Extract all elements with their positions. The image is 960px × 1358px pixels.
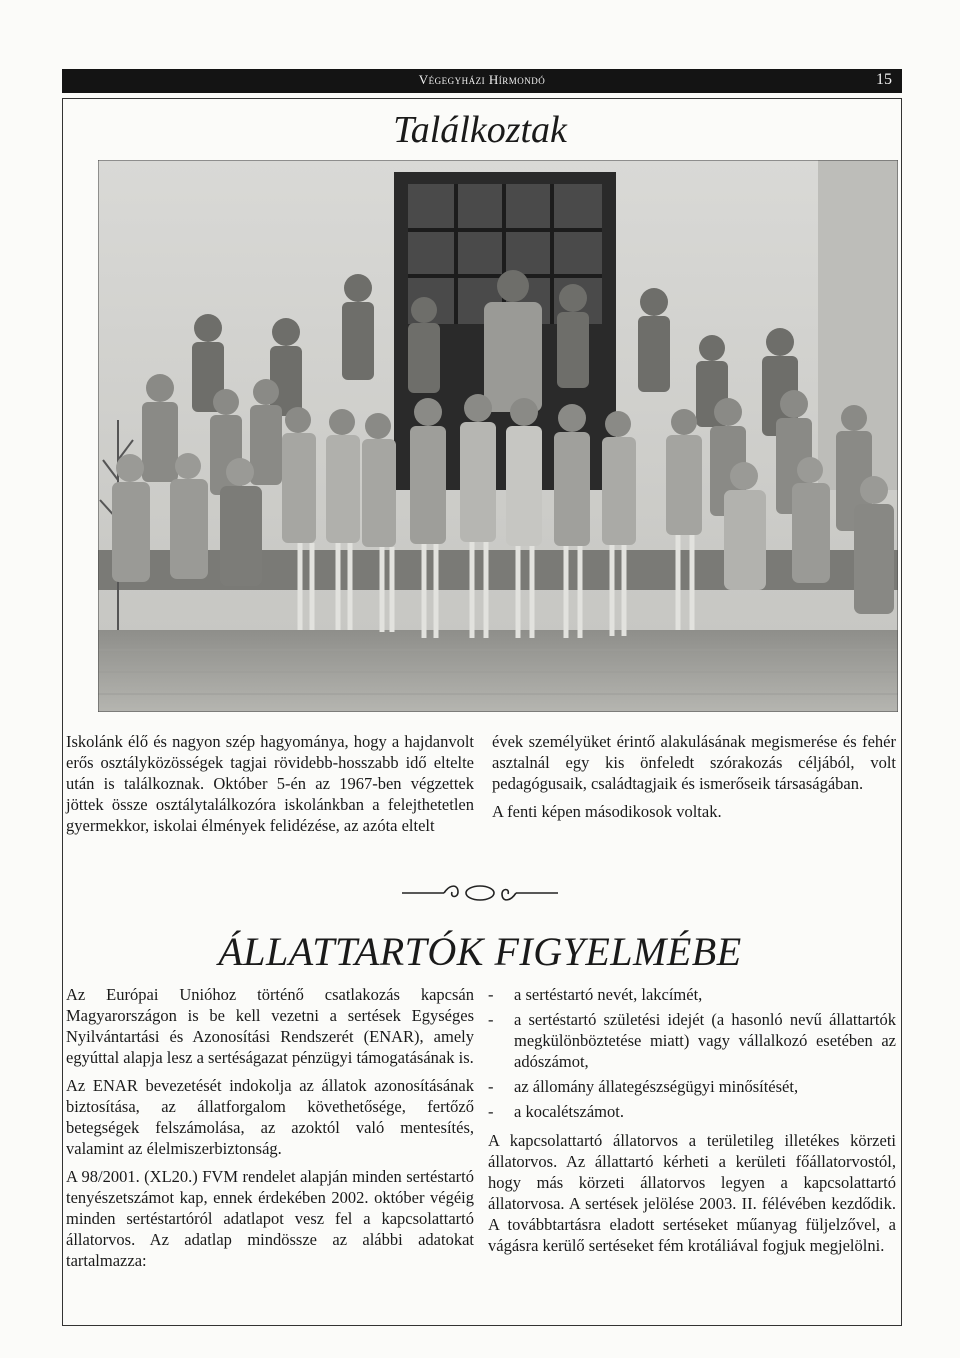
page-number: 15 [876, 71, 892, 88]
article1-paragraph-right: évek személyüket érintő alakulásának megismerése és fehér asztalnál egy kis önfeledt szórakozás céljából, volt pedagógusaik, családtagjaik és ismerőseik társaságában. [492, 732, 896, 793]
article2-paragraph-2: Az ENAR bevezetését indokolja az állatok azonosításának biztosítása, az állatforgalom követhetősége, fertőző betegségek felszámolása, az azoktól való mentesítés, valamint az élelmiszerbiztonság. [66, 1076, 474, 1158]
article-title-talalkoztak: Találkoztak [393, 109, 567, 151]
article1-paragraph-caption: A fenti képen másodikosok voltak. [492, 802, 722, 821]
article2-left-column [66, 984, 474, 1278]
article1-left-column [66, 731, 474, 843]
data-field-list [488, 984, 896, 1122]
article2-paragraph-right: A kapcsolattartó állatorvos a területileg illetékes körzeti állatorvos. Az állattartó kérheti a kerületi főállatorvostól, hogy más körzeti állatorvos legyen a kapcsolattartó állatorvosa. A sertések jelölése 2003. II. félévében kezdődik. A továbbtartásra eladott sertéseket műanyag füljelzővel, a vágásra kerülő sertéseket fém krotáliával fogjuk megjelölni. [488, 1131, 896, 1255]
article2-right-column [488, 984, 896, 1263]
publication-title: Végegyházi Hírmondó [418, 72, 546, 87]
list-item: - a kocalétszámot. [488, 1102, 624, 1121]
article1-right-column [492, 731, 896, 829]
list-item: - a sertéstartó születési idejét (a hasonló nevű állattartók megkülönböztetése miatt) vagy vállalkozó esetében az adószámot, [488, 1010, 896, 1071]
article-title-allattartok: ÁLLATTARTÓK FIGYELMÉBE [218, 929, 742, 974]
class-photo-icon [98, 160, 898, 712]
article1-paragraph-left: Iskolánk élő és nagyon szép hagyománya, hogy a hajdanvolt erős osztályközösségek tagjai rövidebb-hosszabb idő eltelte után is találkoznak. Október 5-én az 1967-ben végzettek jöttek össze osztálytalálkozóra iskolánkban a felejthetetlen gyermekkor, iskolai élmények felidézése, az azóta eltelt [66, 732, 474, 835]
article2-paragraph-3: A 98/2001. (XL20.) FVM rendelet alapján minden sertéstartó tenyészetszámot kap, ennek érdekében 2002. október végéig minden sertéstartóról adatlapot vesz fel a kapcsolattartó állatorvos. Az adatlap mindössze az alábbi adatokat tartalmazza: [66, 1167, 474, 1270]
divider-ornament-icon [400, 880, 560, 906]
list-item: - az állomány állategészségügyi minősítését, [488, 1077, 799, 1096]
page-header [62, 69, 902, 93]
article2-paragraph-1: Az Európai Unióhoz történő csatlakozás kapcsán Magyarországon is be kell vezetni a sertések Egységes Nyilvántartási és Azonosítási Rendszerét (ENAR), amely egyúttal alapja lesz a sertéságazat pénzügyi támogatásának is. [66, 985, 474, 1067]
list-item: - a sertéstartó nevét, lakcímét, [488, 985, 703, 1004]
